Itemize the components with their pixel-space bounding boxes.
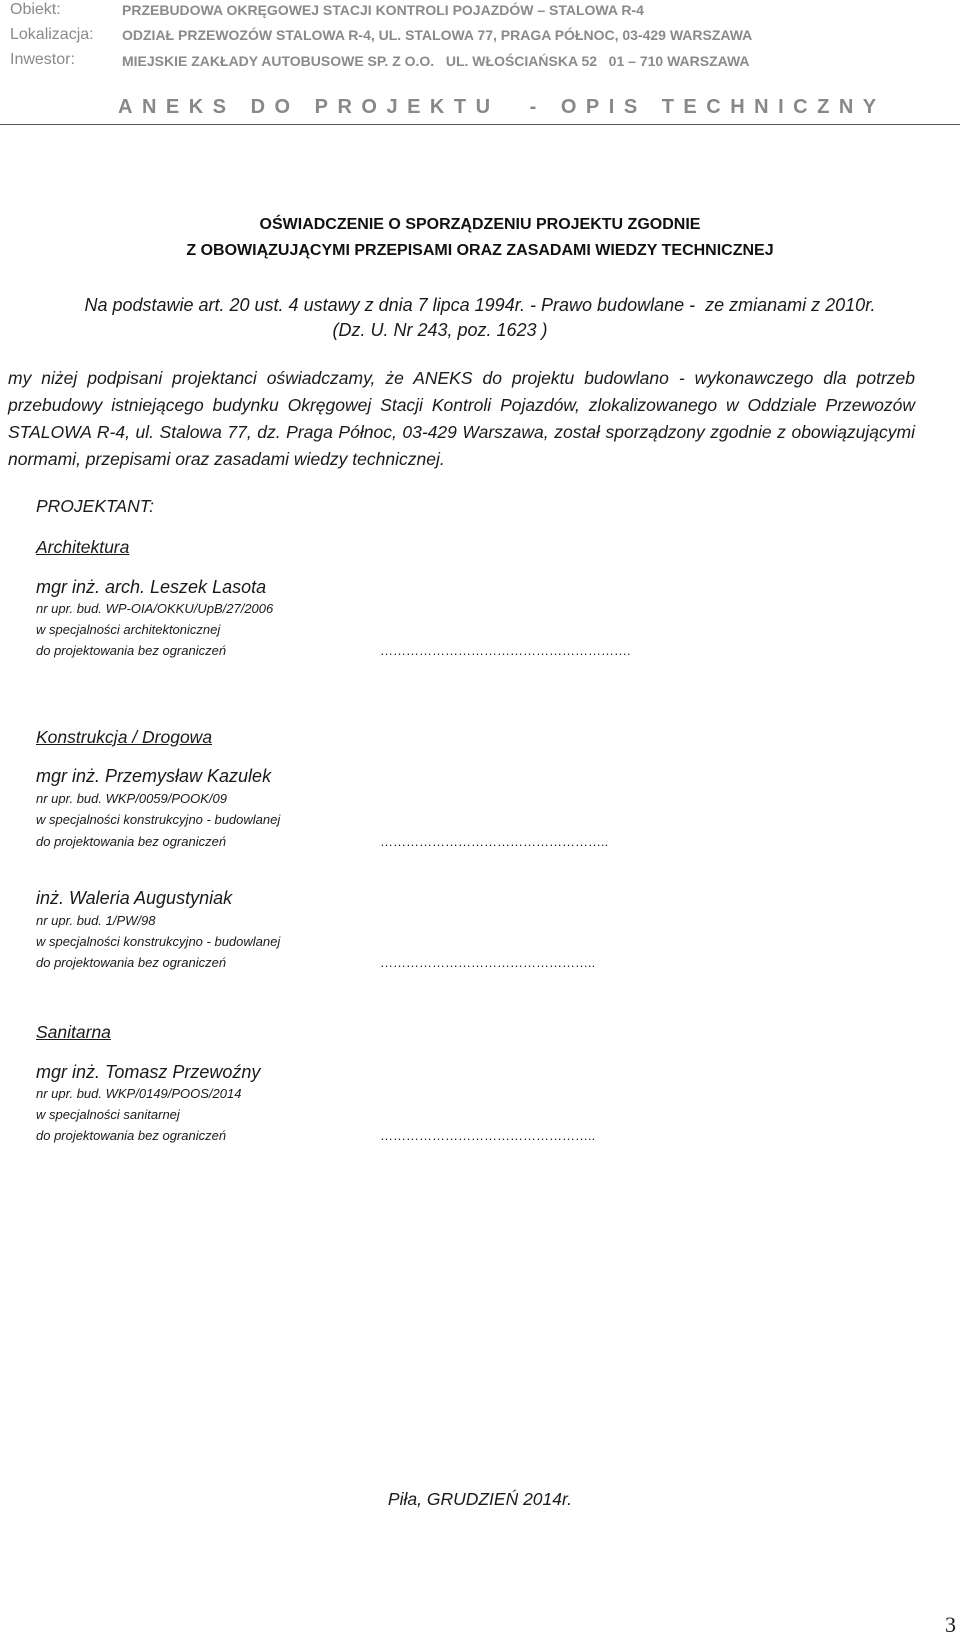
header-investor-value: MIEJSKIE ZAKŁADY AUTOBUSOWE SP. Z O.O. UL. WŁOŚCIAŃSKA 52 01 – 710 WARSZAWA (122, 53, 750, 69)
designer-license: nr upr. bud. WP-OIA/OKKU/UpB/27/2006 (36, 601, 274, 616)
page-number: 3 (945, 1612, 956, 1637)
designer-specialty: w specjalności architektonicznej (36, 622, 221, 637)
legal-basis-line2: (Dz. U. Nr 243, poz. 1623 ) (332, 320, 548, 340)
signature-line: …………………………………………………. (380, 643, 631, 658)
designer-name: mgr inż. Przemysław Kazulek (36, 766, 272, 786)
discipline-sanitary: Sanitarna (36, 1022, 111, 1042)
designer-scope: do projektowania bez ograniczeń (36, 834, 227, 849)
statement-body: my niżej podpisani projektanci oświadczamy, że ANEKS do projektu budowlano - wykonawczego dla potrzeb przebudowy istniejącego budynku Okręgowej Stacji Kontroli Pojazdów, zlokalizowanego w Oddziale Przewozów STALOWA R-4, ul. Stalowa 77, dz. Praga Północ, 03-429 Warszawa, został sporządzony zgodnie z obowiązującymi normami, przepisami oraz zasadami wiedzy technicznej. (8, 368, 915, 469)
header-location-value: ODZIAŁ PRZEWOZÓW STALOWA R-4, UL. STALOWA 77, PRAGA PÓŁNOC, 03-429 WARSZAWA (122, 27, 753, 43)
header-object-value: PRZEBUDOWA OKRĘGOWEJ STACJI KONTROLI POJAZDÓW – STALOWA R-4 (122, 2, 644, 18)
header-object-key: Obiekt: (10, 1, 61, 18)
signature-line: ………………………………………….. (380, 955, 596, 970)
statement-heading-line1: OŚWIADCZENIE O SPORZĄDZENIU PROJEKTU ZGODNIE (259, 216, 701, 233)
place-and-date: Piła, GRUDZIEŃ 2014r. (387, 1489, 573, 1509)
designer-license: nr upr. bud. 1/PW/98 (36, 913, 156, 928)
designer-scope: do projektowania bez ograniczeń (36, 643, 227, 658)
designer-label: PROJEKTANT: (36, 496, 154, 516)
designer-specialty: w specjalności konstrukcyjno - budowlanej (36, 934, 281, 949)
designer-scope: do projektowania bez ograniczeń (36, 1128, 227, 1143)
signature-line: …………………………………………….. (380, 834, 609, 849)
designer-name: mgr inż. Tomasz Przewoźny (36, 1062, 261, 1082)
designer-scope: do projektowania bez ograniczeń (36, 955, 227, 970)
header-investor-key: Inwestor: (10, 51, 75, 68)
header-location-key: Lokalizacja: (10, 26, 94, 43)
designer-name: inż. Waleria Augustyniak (36, 888, 233, 908)
designer-specialty: w specjalności konstrukcyjno - budowlanej (36, 812, 281, 827)
designer-specialty: w specjalności sanitarnej (36, 1107, 180, 1122)
designer-name: mgr inż. arch. Leszek Lasota (36, 577, 267, 597)
discipline-structural: Konstrukcja / Drogowa (36, 727, 213, 747)
designer-license: nr upr. bud. WKP/0149/POOS/2014 (36, 1086, 242, 1101)
document-title-banner: ANEKS DO PROJEKTU - OPIS TECHNICZNY (118, 96, 886, 118)
designer-license: nr upr. bud. WKP/0059/POOK/09 (36, 791, 228, 806)
header-divider (0, 124, 960, 125)
signature-line: ………………………………………….. (380, 1128, 596, 1143)
statement-heading-line2: Z OBOWIĄZUJĄCYMI PRZEPISAMI ORAZ ZASADAMI WIEDZY TECHNICZNEJ (186, 242, 774, 259)
legal-basis-line1: Na podstawie art. 20 ust. 4 ustawy z dnia 7 lipca 1994r. - Prawo budowlane - ze zmianami z 2010r. (84, 295, 876, 315)
discipline-architecture: Architektura (36, 537, 130, 557)
